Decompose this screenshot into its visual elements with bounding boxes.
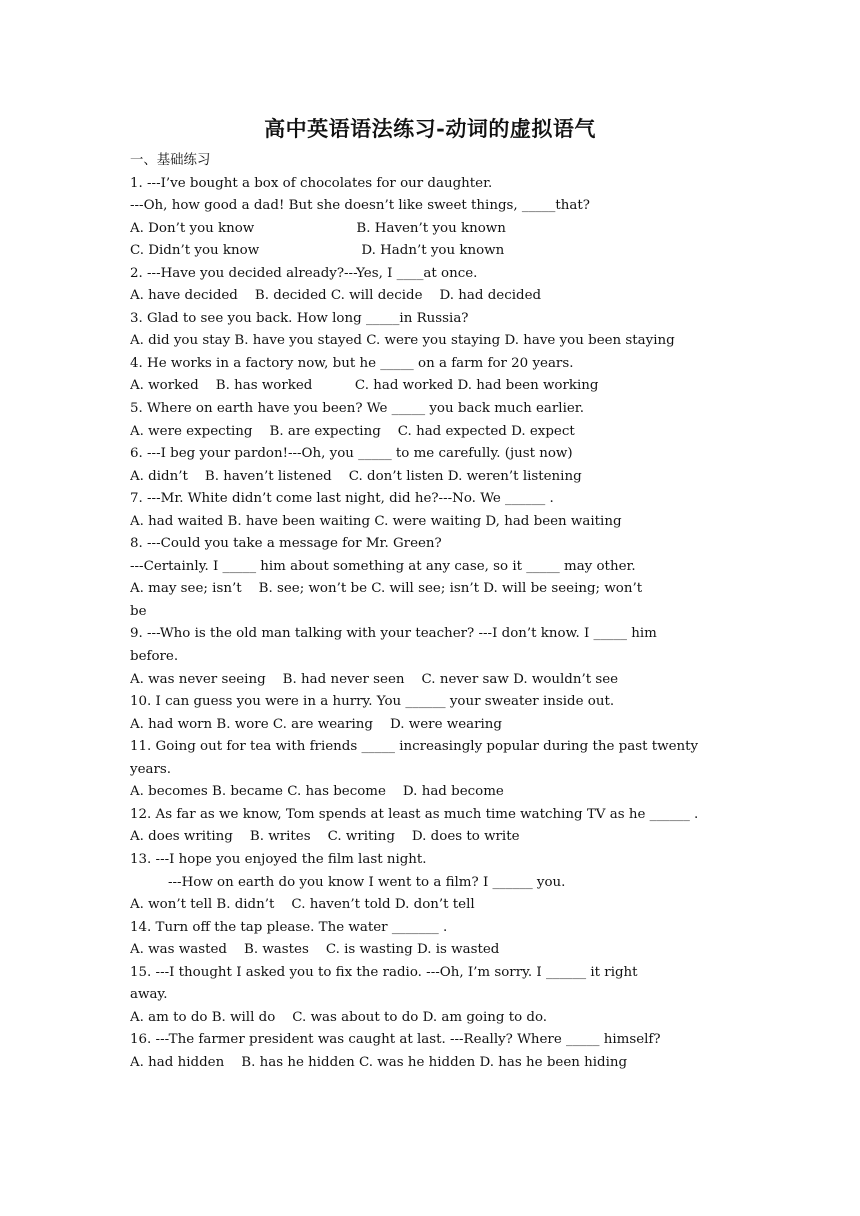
text-line: 3. Glad to see you back. How long _____in Russia? bbox=[130, 310, 469, 326]
text-line: ---How on earth do you know I went to a film? I ______ you. bbox=[168, 874, 566, 890]
text-line: 10. I can guess you were in a hurry. You ______ your sweater inside out. bbox=[130, 694, 615, 710]
text-line: 9. ---Who is the old man talking with your teacher? ---I don’t know. I _____ him bbox=[130, 626, 657, 642]
text-line: A. were expecting B. are expecting C. had expected D. expect bbox=[130, 423, 575, 439]
text-line: A. may see; isn’t B. see; won’t be C. will see; isn’t D. will be seeing; won’t bbox=[130, 581, 643, 597]
text-line: 14. Turn off the tap please. The water _______ . bbox=[130, 919, 448, 935]
text-line: 8. ---Could you take a message for Mr. Green? bbox=[130, 536, 442, 552]
text-line: 16. ---The farmer president was caught at last. ---Really? Where _____ himself? bbox=[130, 1032, 661, 1048]
text-line: 15. ---I thought I asked you to fix the radio. ---Oh, I’m sorry. I ______ it right bbox=[130, 964, 638, 980]
text-line: A. had worn B. wore C. are wearing D. were wearing bbox=[130, 716, 502, 732]
document-title: 高中英语语法练习-动词的虚拟语气 bbox=[264, 116, 596, 141]
text-line: 4. He works in a factory now, but he _____ on a farm for 20 years. bbox=[130, 355, 574, 371]
text-line: 7. ---Mr. White didn’t come last night, did he?---No. We ______ . bbox=[130, 491, 554, 507]
text-line: A. won’t tell B. didn’t C. haven’t told D. don’t tell bbox=[130, 897, 475, 913]
text-line: A. didn’t B. haven’t listened C. don’t listen D. weren’t listening bbox=[130, 468, 582, 484]
text-line: A. Don’t you know B. Haven’t you known bbox=[130, 220, 506, 236]
text-line: A. had waited B. have been waiting C. were waiting D, had been waiting bbox=[130, 513, 622, 529]
text-line: A. had hidden B. has he hidden C. was he hidden D. has he been hiding bbox=[130, 1054, 628, 1070]
text-line: 2. ---Have you decided already?---Yes, I ____at once. bbox=[130, 265, 478, 281]
exercise-body bbox=[130, 150, 734, 1074]
text-line: 一、基础练习 bbox=[130, 153, 211, 168]
text-line: A. was wasted B. wastes C. is wasting D. is wasted bbox=[130, 942, 500, 958]
text-line: A. does writing B. writes C. writing D. does to write bbox=[130, 829, 520, 845]
text-line: 12. As far as we know, Tom spends at least as much time watching TV as he ______ . bbox=[130, 806, 699, 822]
text-line: 1. ---I’ve bought a box of chocolates for our daughter. bbox=[130, 175, 493, 191]
text-line: A. becomes B. became C. has become D. had become bbox=[130, 784, 504, 800]
text-line: 11. Going out for tea with friends _____ increasingly popular during the past twenty bbox=[130, 739, 699, 755]
text-line: A. did you stay B. have you stayed C. were you staying D. have you been staying bbox=[130, 333, 675, 349]
text-line: A. worked B. has worked C. had worked D. had been working bbox=[130, 378, 599, 394]
text-line: before. bbox=[130, 649, 179, 665]
text-line: 5. Where on earth have you been? We _____ you back much earlier. bbox=[130, 401, 584, 417]
text-line: ---Oh, how good a dad! But she doesn’t like sweet things, _____that? bbox=[130, 198, 590, 214]
text-line: be bbox=[130, 603, 147, 619]
text-line: 13. ---I hope you enjoyed the film last night. bbox=[130, 851, 427, 867]
text-line: 6. ---I beg your pardon!---Oh, you _____ to me carefully. (just now) bbox=[130, 446, 573, 462]
text-line: A. have decided B. decided C. will decide D. had decided bbox=[130, 288, 542, 304]
text-line: C. Didn’t you know D. Hadn’t you known bbox=[130, 243, 505, 259]
text-line: ---Certainly. I _____ him about something at any case, so it _____ may other. bbox=[130, 558, 636, 574]
text-line: years. bbox=[130, 761, 172, 777]
text-line: A. was never seeing B. had never seen C. never saw D. wouldn’t see bbox=[130, 671, 619, 687]
text-line: away. bbox=[130, 987, 168, 1003]
text-line: A. am to do B. will do C. was about to do D. am going to do. bbox=[130, 1009, 548, 1025]
